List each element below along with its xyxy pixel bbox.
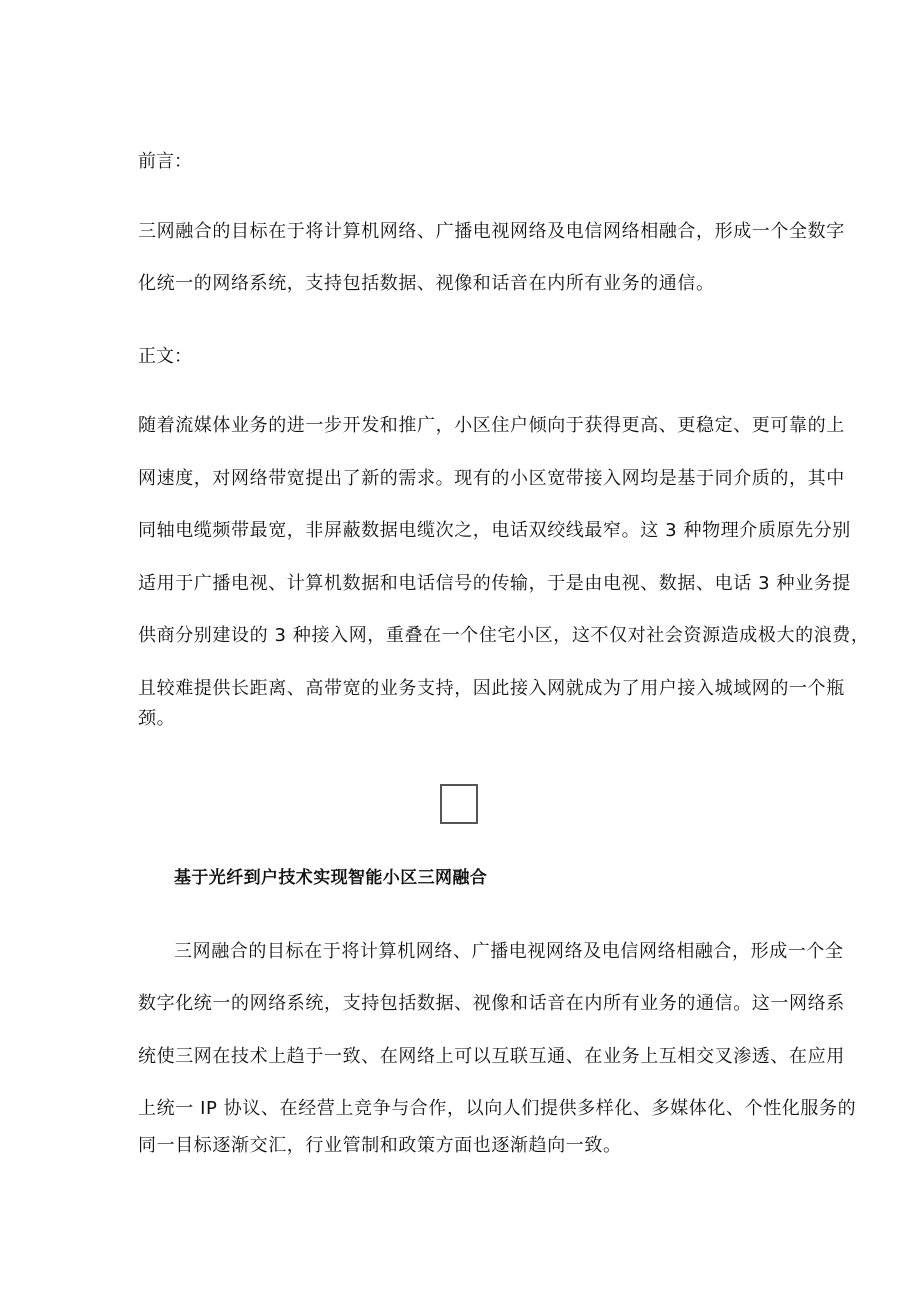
section-line: 同一目标逐渐交汇，行业管制和政策方面也逐渐趋向一致。	[138, 1135, 622, 1156]
body-line: 网速度，对网络带宽提出了新的需求。现有的小区宽带接入网均是基于同介质的，其中	[138, 468, 845, 489]
section-line: 上统一 IP 协议、在经营上竞争与合作，以向人们提供多样化、多媒体化、个性化服务的	[138, 1098, 857, 1119]
section-line: 数字化统一的网络系统，支持包括数据、视像和话音在内所有业务的通信。这一网络系	[138, 993, 845, 1014]
body-heading: 正文：	[138, 346, 192, 367]
body-line: 适用于广播电视、计算机数据和电话信号的传输，于是由电视、数据、电话 3 种业务提	[138, 573, 851, 594]
section-line: 三网融合的目标在于将计算机网络、广播电视网络及电信网络相融合，形成一个全	[174, 941, 844, 962]
preface-heading: 前言：	[138, 151, 192, 172]
body-line: 且较难提供长距离、高带宽的业务支持，因此接入网就成为了用户接入城域网的一个瓶	[138, 678, 845, 699]
body-line: 颈。	[138, 708, 176, 729]
body-line: 供商分别建设的 3 种接入网，重叠在一个住宅小区，这不仅对社会资源造成极大的浪费，	[138, 625, 870, 646]
body-line: 同轴电缆频带最宽，非屏蔽数据电缆次之，电话双绞线最窄。这 3 种物理介质原先分别	[138, 520, 851, 541]
body-line: 随着流媒体业务的进一步开发和推广，小区住户倾向于获得更高、更稳定、更可靠的上	[138, 415, 845, 436]
preface-line: 三网融合的目标在于将计算机网络、广播电视网络及电信网络相融合，形成一个全数字	[138, 221, 845, 242]
section-title: 基于光纤到户技术实现智能小区三网融合	[174, 868, 488, 888]
section-line: 统使三网在技术上趋于一致、在网络上可以互联互通、在业务上互相交叉渗透、在应用	[138, 1046, 845, 1067]
image-placeholder-icon	[440, 784, 478, 824]
preface-line: 化统一的网络系统，支持包括数据、视像和话音在内所有业务的通信。	[138, 273, 715, 294]
